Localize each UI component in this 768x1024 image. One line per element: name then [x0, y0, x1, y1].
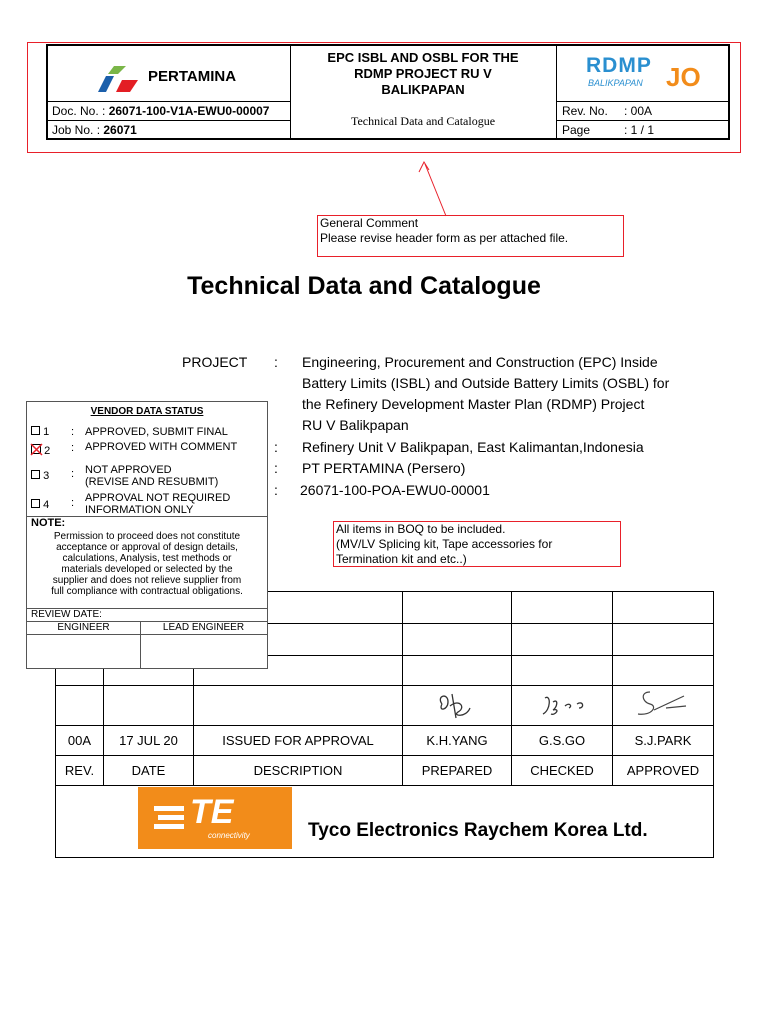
stamp-title: VENDOR DATA STATUS	[90, 406, 204, 417]
stamp-item-2: 2	[31, 444, 50, 457]
po-number: 26071-100-POA-EWU0-00001	[300, 482, 490, 498]
page-label: Page	[562, 123, 591, 137]
lead-engineer-label: LEAD ENGINEER	[162, 622, 245, 633]
general-comment-title: General Comment	[320, 216, 419, 230]
main-title: Technical Data and Catalogue	[187, 272, 541, 300]
te-connectivity-logo: TE connectivity	[138, 787, 292, 849]
checked-cell: G.S.GO	[512, 726, 613, 756]
checkbox-icon	[31, 499, 40, 508]
checked-checkbox-icon	[31, 444, 41, 454]
project-location: Refinery Unit V Balikpapan, East Kalimantan,Indonesia	[302, 439, 644, 455]
boq-comment-box: All items in BOQ to be included. (MV/LV Splicing kit, Tape accessories for Termination kit and etc..)	[333, 521, 621, 567]
project-label: PROJECT	[182, 354, 248, 370]
rdmp-logo: RDMP BALIKPAPAN JO	[586, 54, 701, 92]
table-header-row: REV. DATE DESCRIPTION PREPARED CHECKED APPROVED	[56, 756, 714, 786]
prepared-cell: K.H.YANG	[403, 726, 512, 756]
checkbox-icon	[31, 426, 40, 435]
approved-cell: S.J.PARK	[613, 726, 714, 756]
review-date-label: REVIEW DATE:	[31, 609, 102, 620]
project-description: Engineering, Procurement and Construction (EPC) Inside Battery Limits (ISBL) and Outside Battery Limits (OSBL) for the Refinery Development Master Plan (RDMP) Project RU V Balikpapan	[302, 354, 670, 433]
table-row	[56, 726, 714, 756]
job-no-row: Job No. : 26071	[52, 123, 137, 137]
pertamina-logo-icon	[92, 66, 142, 92]
stamp-item-3: 3	[31, 470, 49, 482]
signature-row	[56, 686, 714, 726]
doc-no: 26071-100-V1A-EWU0-00007	[108, 104, 270, 118]
checkbox-icon	[31, 470, 40, 479]
header-table	[46, 44, 730, 140]
description-cell: ISSUED FOR APPROVAL	[194, 726, 403, 756]
project-owner: PT PERTAMINA (Persero)	[302, 460, 466, 476]
date-cell: 17 JUL 20	[104, 726, 194, 756]
job-no: 26071	[103, 123, 137, 137]
rev-cell: 00A	[56, 726, 104, 756]
stamp-item-4: 4	[31, 499, 49, 511]
engineer-label: ENGINEER	[57, 622, 110, 633]
note-label: NOTE:	[31, 517, 66, 529]
general-comment-box	[317, 215, 624, 257]
stamp-item-1: 1	[31, 426, 49, 438]
note-text: Permission to proceed does not constitute acceptance or approval of design details, calculations, Analysis, test methods or materials developed or selected by the supplier and does not relieve supplier from full compliance with contractual obligations.	[51, 531, 243, 597]
signature-approved-icon	[630, 688, 690, 722]
te-stripes-icon	[154, 806, 184, 830]
signature-prepared-icon	[432, 688, 482, 722]
page-value: : 1 / 1	[624, 123, 655, 137]
signature-checked-icon	[537, 692, 593, 720]
comment-arrow-icon	[415, 158, 455, 220]
company-name: PERTAMINA	[148, 68, 237, 85]
footer-company-name: Tyco Electronics Raychem Korea Ltd.	[308, 820, 648, 841]
project-colon: :	[274, 354, 278, 370]
doc-no-row: Doc. No. : 26071-100-V1A-EWU0-00007	[52, 104, 270, 118]
doc-title: Technical Data and Catalogue	[350, 114, 496, 128]
project-title: EPC ISBL AND OSBL FOR THE RDMP PROJECT RU V BALIKPAPAN	[327, 50, 519, 97]
general-comment-text: Please revise header form as per attached file.	[320, 231, 569, 245]
rev-no-label: Rev. No.	[562, 104, 608, 118]
vendor-data-status-stamp: VENDOR DATA STATUS 1 : APPROVED, SUBMIT FINAL 2 : APPROVED WITH COMMENT 3 : NOT APPROVED (REVISE AND RESUBMIT) 4 : APPROVAL NOT REQUIRED INFORMATION ONLY NOTE: Permission to proceed does not constitute acceptance or approval of design details, calculations, Analysis, test methods or materials developed or selected by the supplier and does not relieve supplier from full compliance with contractual obligations. REVIEW DATE: ENGINEER LEAD ENGINEER	[26, 401, 268, 669]
rev-no: : 00A	[624, 104, 653, 118]
